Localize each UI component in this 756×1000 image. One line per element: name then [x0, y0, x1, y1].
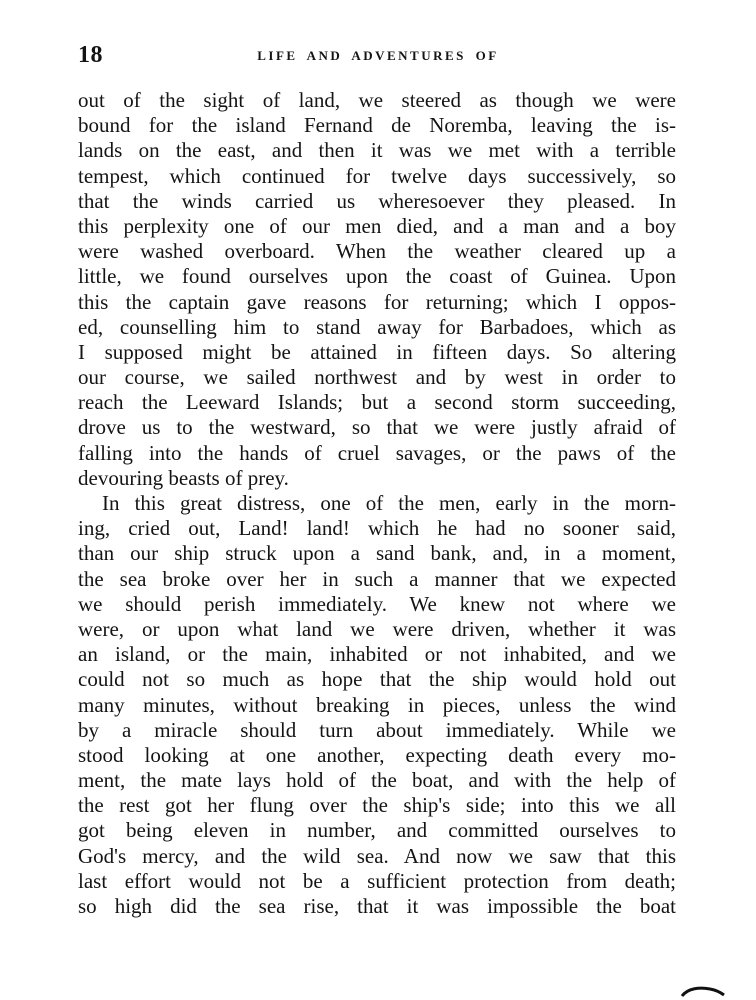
text-line: an island, or the main, inhabited or not inhabited, and we	[78, 642, 676, 667]
text-line: stood looking at one another, expecting death every mo-	[78, 742, 676, 767]
text-line: ed, counselling him to stand away for Barbadoes, which as	[78, 314, 676, 339]
text-line: out of the sight of land, we steered as though we were	[78, 88, 676, 112]
body-text	[78, 88, 676, 919]
text-line: the rest got her flung over the ship's side; into this we all	[78, 793, 676, 818]
paragraph	[78, 88, 676, 491]
text-line: were, or upon what land we were driven, whether it was	[78, 616, 676, 641]
text-line: reach the Leeward Islands; but a second storm succeeding,	[78, 390, 676, 415]
text-line: ing, cried out, Land! land! which he had no sooner said,	[78, 516, 676, 541]
text-line: little, we found ourselves upon the coast of Guinea. Upon	[78, 264, 676, 289]
text-line: last effort would not be a sufficient protection from death;	[78, 868, 676, 893]
paragraph	[78, 491, 676, 919]
text-line: tempest, which continued for twelve days successively, so	[78, 163, 676, 188]
text-line: got being eleven in number, and committed ourselves to	[78, 818, 676, 843]
text-line: by a miracle should turn about immediately. While we	[78, 717, 676, 742]
scan-corner-mark	[680, 984, 726, 998]
text-line: were washed overboard. When the weather cleared up a	[78, 239, 676, 264]
text-line: this perplexity one of our men died, and a man and a boy	[78, 213, 676, 238]
text-line: our course, we sailed northwest and by west in order to	[78, 365, 676, 390]
text-line: ment, the mate lays hold of the boat, and with the help of	[78, 768, 676, 793]
text-line: devouring beasts of prey.	[78, 465, 289, 490]
text-line: lands on the east, and then it was we met with a terrible	[78, 138, 676, 163]
running-head: LIFE AND ADVENTURES OF	[257, 48, 499, 63]
text-line: so high did the sea rise, that it was impossible the boat	[78, 894, 676, 918]
text-line: that the winds carried us wheresoever they pleased. In	[78, 188, 676, 213]
text-line: bound for the island Fernand de Noremba, leaving the is-	[78, 113, 676, 138]
text-line: I supposed might be attained in fifteen days. So altering	[78, 339, 676, 364]
text-line: we should perish immediately. We knew not where we	[78, 591, 676, 616]
text-line: falling into the hands of cruel savages, or the paws of the	[78, 440, 676, 465]
text-line: God's mercy, and the wild sea. And now we saw that this	[78, 843, 676, 868]
text-line: could not so much as hope that the ship would hold out	[78, 667, 676, 692]
text-line: drove us to the westward, so that we were justly afraid of	[78, 415, 676, 440]
text-line: the sea broke over her in such a manner that we expected	[78, 566, 676, 591]
text-line: In this great distress, one of the men, early in the morn-	[102, 491, 676, 515]
text-line: this the captain gave reasons for returning; which I oppos-	[78, 289, 676, 314]
text-line: than our ship struck upon a sand bank, and, in a moment,	[78, 541, 676, 566]
page-number: 18	[78, 42, 103, 68]
text-line: many minutes, without breaking in pieces, unless the wind	[78, 692, 676, 717]
page-header	[78, 42, 678, 70]
